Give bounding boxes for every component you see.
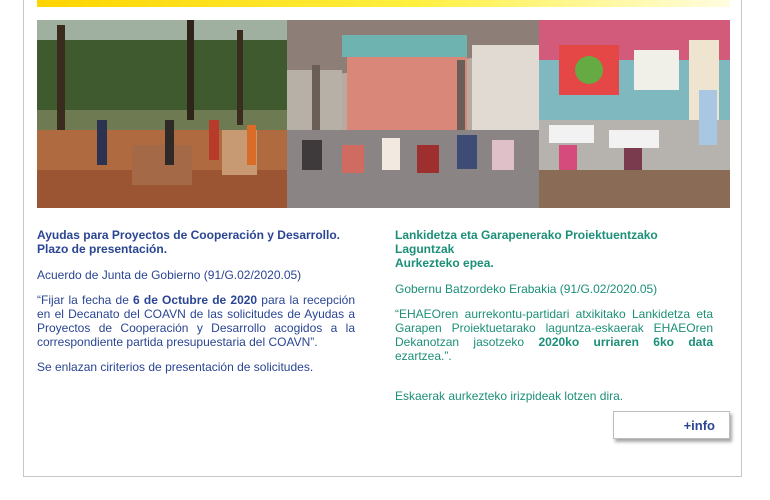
spanish-quote-pre: “Fijar la fecha de: [37, 293, 134, 307]
yellow-banner-strip: [37, 0, 730, 7]
basque-title-line1: Lankidetza eta Garapenerako Proiektuentzako Laguntzak: [395, 228, 658, 256]
spanish-title-line2: Plazo de presentación.: [37, 242, 168, 256]
basque-agreement: Gobernu Batzordeko Erabakia (91/G.02/2020.05): [395, 282, 658, 296]
spanish-column: [37, 228, 355, 385]
more-info-button[interactable]: +info: [613, 411, 730, 439]
basque-column: [395, 228, 713, 414]
spanish-agreement: Acuerdo de Junta de Gobierno (91/G.02/2020.05): [37, 268, 302, 282]
basque-quote: [395, 307, 713, 363]
basque-quote-post: ezartzea.”.: [395, 349, 452, 363]
basque-quote-pre: “EHAEOren aurrekontu-partidari atxikitako Lankidetza eta Garapen Proiektuetarako laguntza-eskaerak EHAEOren Dekanotzan jasotzeko: [395, 307, 713, 349]
basque-criteria-link[interactable]: Eskaerak aurkezteko irizpideak lotzen dira.: [395, 389, 624, 403]
spanish-title: [37, 228, 355, 256]
basque-title: [395, 228, 713, 270]
spanish-quote-date: 6 de Octubre de 2020: [133, 293, 258, 307]
spanish-quote: [37, 293, 355, 349]
community-meeting-photo: [287, 20, 539, 208]
basque-quote-date: 2020ko urriaren 6ko data: [538, 335, 714, 349]
spanish-criteria-link[interactable]: Se enlazan ciriterios de presentación de solicitudes.: [37, 360, 314, 374]
spanish-quote-post: para la recepción en el Decanato del COAVN de las solicitudes de Ayudas a Proyectos de Cooperación y Desarrollo acogidos a la correspondiente partida presupuestaria del COAVN”.: [37, 293, 355, 349]
basque-title-line2: Aurkezteko epea.: [395, 256, 494, 270]
photo-strip: [37, 20, 730, 208]
classroom-children-photo: [539, 20, 730, 208]
spanish-title-line1: Ayudas para Proyectos de Cooperación y Desarrollo.: [37, 228, 340, 242]
water-pump-field-photo: [37, 20, 287, 208]
